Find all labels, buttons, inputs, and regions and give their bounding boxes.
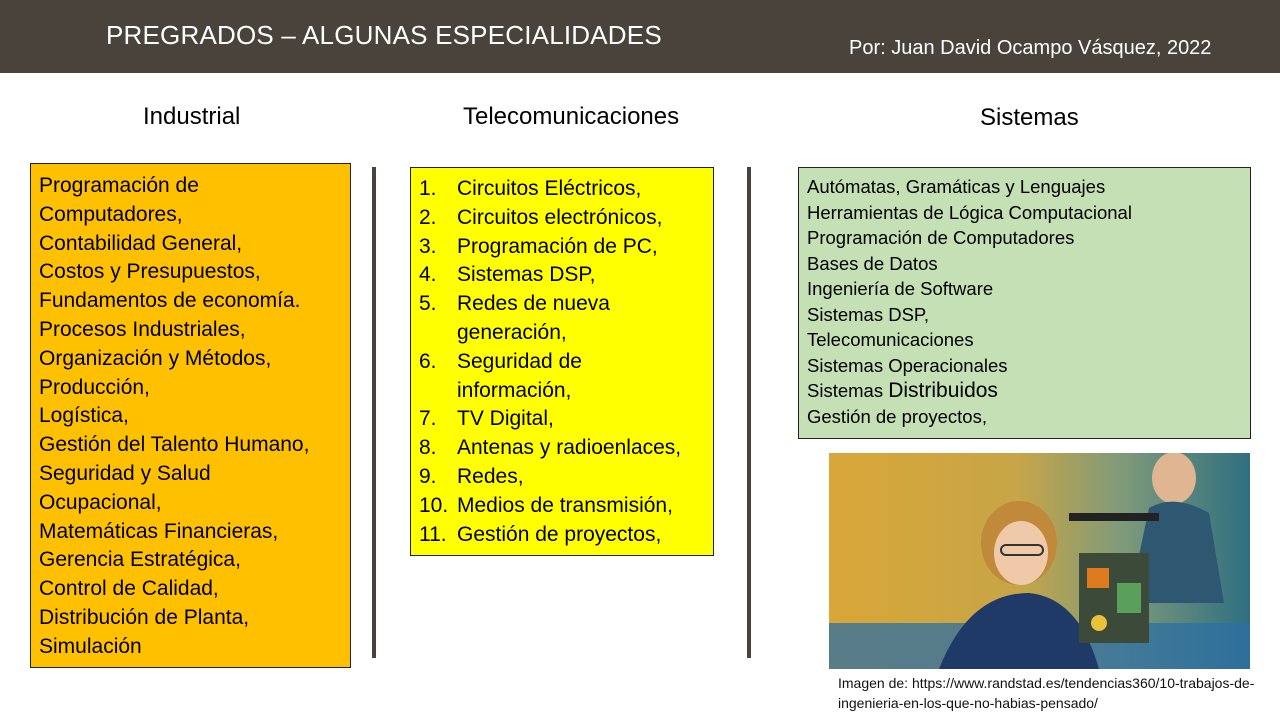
sistemas-line: Autómatas, Gramáticas y Lenguajes	[807, 176, 1106, 197]
sistemas-line: Sistemas DSP,	[807, 303, 930, 325]
industrial-line: Fundamentos de economía.	[39, 289, 301, 313]
industrial-line: Costos y Presupuestos,	[39, 260, 261, 284]
heading-sistemas: Sistemas	[980, 104, 1079, 131]
telecom-item-number: 9.	[419, 464, 437, 488]
industrial-line: Simulación	[39, 634, 142, 658]
industrial-line: Organización y Métodos,	[39, 346, 272, 370]
divider-left	[372, 167, 376, 658]
telecom-item	[419, 434, 713, 463]
telecom-box	[410, 167, 714, 556]
telecom-item-text-cont: información,	[457, 378, 572, 402]
telecom-item	[419, 204, 713, 233]
telecom-item	[419, 463, 713, 492]
telecom-item-text: Programación de PC,	[457, 234, 658, 258]
telecom-item-number: 5.	[419, 292, 437, 316]
heading-industrial: Industrial	[143, 103, 241, 130]
sistemas-line: Herramientas de Lógica Computacional	[807, 201, 1132, 223]
slide-title: PREGRADOS – ALGUNAS ESPECIALIDADES	[106, 20, 662, 50]
industrial-line: Computadores,	[39, 202, 183, 226]
telecom-item-number: 11.	[419, 522, 447, 546]
telecom-item-text: Redes,	[457, 464, 524, 488]
telecom-item-number: 10.	[419, 493, 449, 517]
engineers-photo	[829, 453, 1250, 669]
telecom-item	[419, 348, 713, 406]
sistemas-line: Bases de Datos	[807, 252, 938, 274]
distribuidos-prefix: Sistemas	[807, 380, 889, 401]
sistemas-box	[798, 167, 1251, 439]
telecom-item	[419, 405, 713, 434]
industrial-line: Producción,	[39, 375, 150, 399]
engineers-photo-illustration	[829, 453, 1250, 669]
industrial-line: Ocupacional,	[39, 490, 162, 514]
sistemas-line: Gestión de proyectos,	[807, 405, 987, 427]
telecom-list	[419, 175, 713, 549]
telecom-item-text: Circuitos electrónicos,	[457, 205, 663, 229]
sistemas-line: Telecomunicaciones	[807, 329, 974, 350]
industrial-line: Procesos Industriales,	[39, 317, 246, 341]
telecom-item	[419, 261, 713, 290]
industrial-line: Logística,	[39, 404, 129, 428]
sistemas-line-distribuidos	[807, 378, 1250, 404]
divider-right	[747, 167, 751, 658]
industrial-line: Distribución de Planta,	[39, 605, 250, 629]
telecom-item	[419, 521, 713, 550]
telecom-item-number: 8.	[419, 436, 437, 460]
telecom-item-number: 6.	[419, 349, 437, 373]
telecom-item	[419, 175, 713, 204]
telecom-item-number: 1.	[419, 177, 437, 200]
industrial-line: Control de Calidad,	[39, 577, 219, 601]
industrial-line: Programación de	[39, 174, 199, 197]
author-credit: Por: Juan David Ocampo Vásquez, 2022	[849, 37, 1212, 59]
telecom-item-number: 7.	[419, 407, 437, 431]
image-caption: Imagen de: https://www.randstad.es/tendencias360/10-trabajos-de-ingenieria-en-los-que-no-habias-pensado/	[838, 675, 1255, 711]
telecom-item-number: 2.	[419, 205, 437, 229]
telecom-item-text: Gestión de proyectos,	[457, 522, 662, 546]
heading-telecom: Telecomunicaciones	[463, 103, 680, 130]
industrial-line: Seguridad y Salud	[39, 461, 211, 485]
telecom-item-text: Antenas y radioenlaces,	[457, 436, 682, 460]
telecom-item-text: TV Digital,	[457, 407, 554, 431]
sistemas-line: Sistemas Operacionales	[807, 354, 1008, 376]
telecom-item-text-cont: generación,	[457, 320, 567, 344]
industrial-box	[30, 163, 351, 668]
telecom-item-number: 4.	[419, 263, 437, 287]
telecom-item-text: Redes de nueva	[457, 292, 610, 316]
sistemas-line: Ingeniería de Software	[807, 278, 994, 299]
industrial-line: Gerencia Estratégica,	[39, 548, 241, 572]
industrial-line: Gestión del Talento Humano,	[39, 433, 310, 457]
industrial-line: Contabilidad General,	[39, 231, 243, 255]
telecom-item-text: Sistemas DSP,	[457, 263, 596, 287]
industrial-line: Matemáticas Financieras,	[39, 519, 279, 543]
telecom-item-text: Medios de transmisión,	[457, 493, 673, 517]
telecom-item-text: Circuitos Eléctricos,	[457, 177, 642, 200]
distribuidos-word: Distribuidos	[888, 379, 998, 402]
telecom-item	[419, 290, 713, 348]
header-bar	[0, 0, 1280, 73]
sistemas-line: Programación de Computadores	[807, 227, 1075, 248]
telecom-item	[419, 233, 713, 262]
telecom-item-number: 3.	[419, 234, 437, 258]
telecom-item	[419, 492, 713, 521]
telecom-item-text: Seguridad de	[457, 349, 582, 373]
